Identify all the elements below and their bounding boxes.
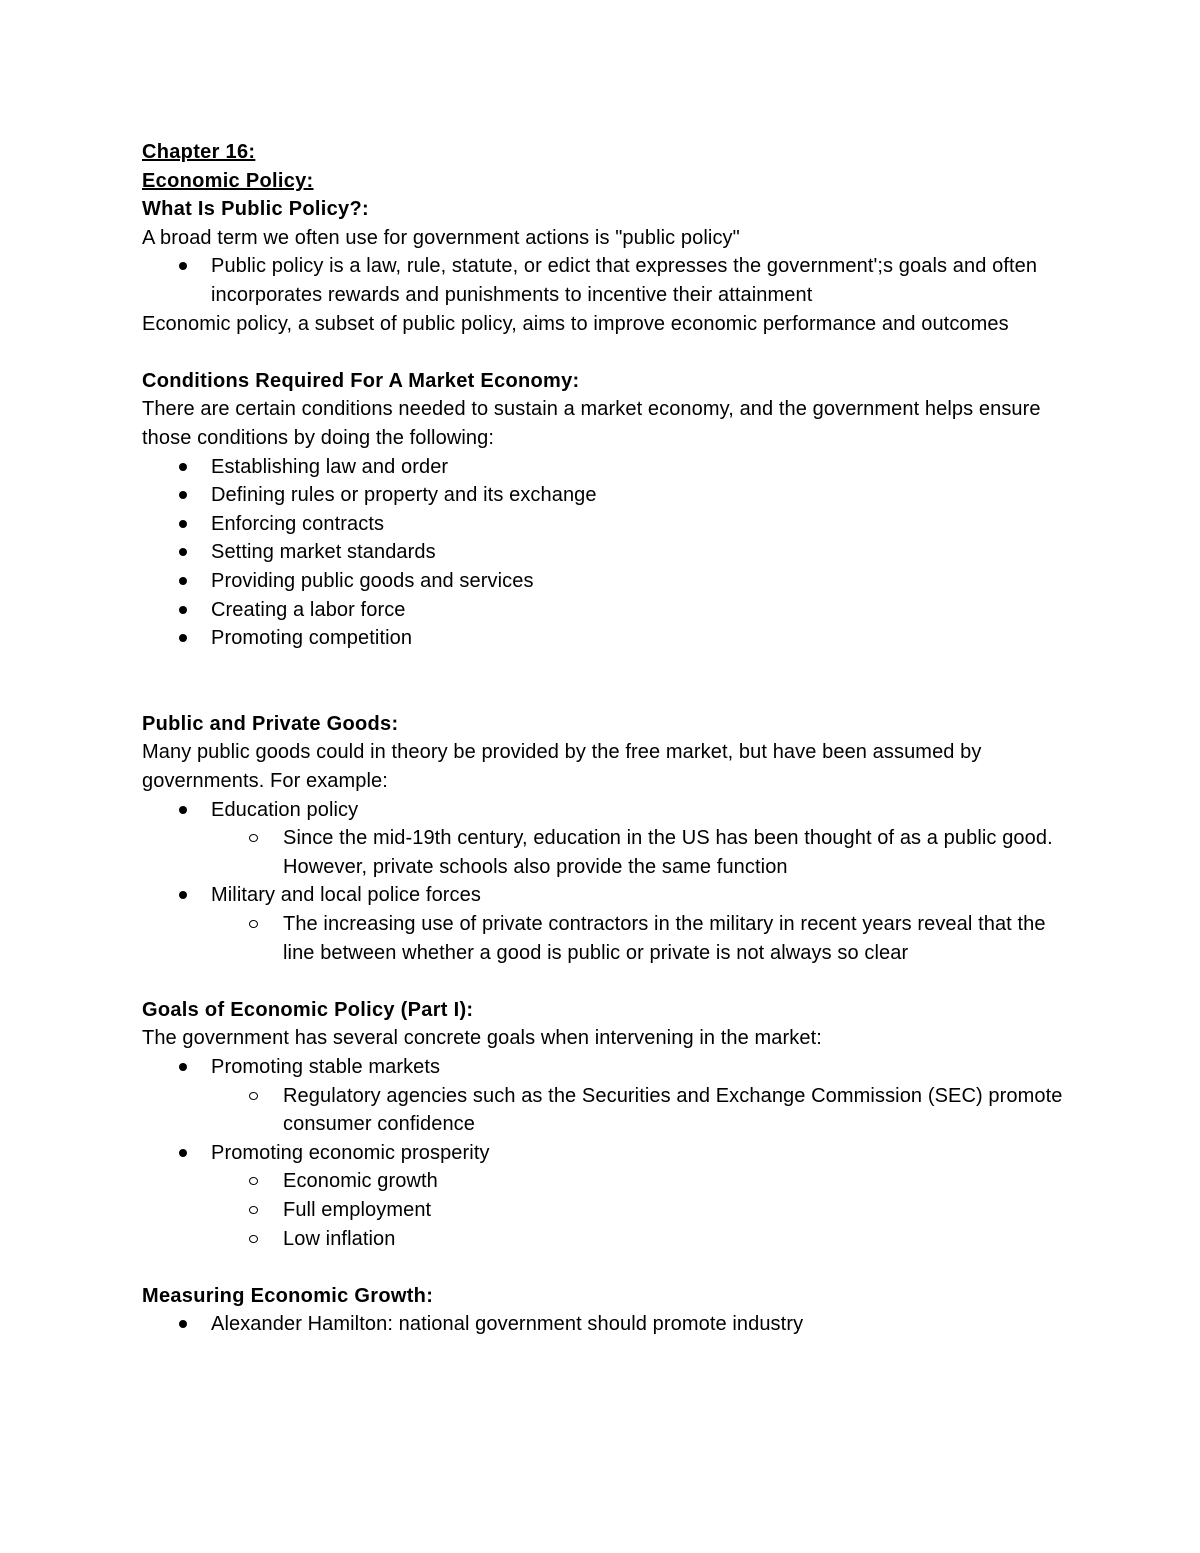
list-item-text: Establishing law and order [211, 455, 449, 478]
heading-public-private-goods: Public and Private Goods: [142, 712, 399, 735]
list-item [142, 596, 1072, 625]
list-item-text: Promoting competition [211, 627, 413, 650]
paragraph-public-goods: Many public goods could in theory be provided by the free market, but have been assumed by governments. For example: [142, 741, 982, 793]
sub-list-military [142, 910, 1072, 967]
list-item-text: Enforcing contracts [211, 512, 385, 535]
circle-bullet-icon [249, 1206, 258, 1214]
circle-bullet-icon [249, 1177, 258, 1185]
bullet-icon [179, 1063, 187, 1071]
list-item-text: Military and local police forces [211, 884, 481, 907]
bullet-list-public-policy [142, 252, 1072, 309]
sub-list-item-text: The increasing use of private contractors in the military in recent years reveal that the line between whether a good is public or private is not always so clear [283, 913, 1046, 964]
bullet-list-goals-2 [142, 1139, 1072, 1168]
sub-list-item [142, 1225, 1072, 1254]
bullet-icon [179, 1320, 187, 1328]
circle-bullet-icon [249, 920, 258, 928]
list-item-text: Providing public goods and services [211, 569, 534, 592]
paragraph-economic-policy: Economic policy, a subset of public policy, aims to improve economic performance and outcomes [142, 312, 1009, 335]
list-item-text: Defining rules or property and its exchange [211, 484, 597, 507]
paragraph-market-conditions: There are certain conditions needed to sustain a market economy, and the government helps ensure those conditions by doing the following: [142, 398, 1041, 449]
bullet-icon [179, 634, 187, 642]
paragraph-public-policy-intro: A broad term we often use for government actions is "public policy" [142, 226, 740, 249]
bullet-icon [179, 520, 187, 528]
bullet-icon [179, 491, 187, 499]
sub-list-stable-markets [142, 1082, 1072, 1139]
list-item [142, 481, 1072, 510]
bullet-list-measuring [142, 1310, 1072, 1339]
sub-list-item-text: Low inflation [283, 1227, 396, 1250]
document-page [142, 138, 1072, 1339]
list-item-text: Promoting economic prosperity [211, 1141, 490, 1164]
sub-list-item [142, 1196, 1072, 1225]
list-item [142, 1053, 1072, 1082]
bullet-list-market-conditions [142, 453, 1072, 653]
bullet-icon [179, 891, 187, 899]
sub-list-item [142, 910, 1072, 967]
list-item [142, 796, 1072, 825]
sub-list-prosperity [142, 1167, 1072, 1253]
bullet-icon [179, 806, 187, 814]
sub-list-item-text: Full employment [283, 1198, 432, 1221]
list-item-text: Education policy [211, 798, 359, 821]
heading-what-is-public-policy: What Is Public Policy?: [142, 198, 369, 221]
paragraph-goals: The government has several concrete goals when intervening in the market: [142, 1027, 822, 1050]
list-item-text: Alexander Hamilton: national government should promote industry [211, 1313, 804, 1336]
list-item [142, 510, 1072, 539]
bullet-list-public-goods-2 [142, 881, 1072, 910]
bullet-icon [179, 548, 187, 556]
bullet-icon [179, 262, 187, 270]
list-item [142, 1310, 1072, 1339]
circle-bullet-icon [249, 1092, 258, 1100]
list-item [142, 624, 1072, 653]
chapter-title: Chapter 16: [142, 141, 256, 163]
list-item-text: Setting market standards [211, 541, 436, 564]
bullet-icon [179, 1149, 187, 1157]
list-item-text: Promoting stable markets [211, 1056, 441, 1078]
sub-list-item [142, 1082, 1072, 1139]
sub-list-education [142, 824, 1072, 881]
list-item-text: Creating a labor force [211, 598, 406, 621]
heading-goals-economic-policy: Goals of Economic Policy (Part I): [142, 998, 474, 1021]
sub-list-item-text: Since the mid-19th century, education in the US has been thought of as a public good. However, private schools also provide the same function [283, 827, 1053, 878]
sub-list-item [142, 824, 1072, 881]
bullet-icon [179, 463, 187, 471]
list-item [142, 252, 1072, 309]
list-item [142, 453, 1072, 482]
list-item [142, 567, 1072, 596]
bullet-icon [179, 577, 187, 585]
sub-list-item-text: Economic growth [283, 1170, 438, 1193]
section-title: Economic Policy: [142, 169, 314, 192]
bullet-list-goals [142, 1053, 1072, 1082]
bullet-list-public-goods [142, 796, 1072, 825]
list-item [142, 538, 1072, 567]
list-item-text: Public policy is a law, rule, statute, or edict that expresses the government';s goals and often incorporates rewards and punishments to incentive their attainment [211, 255, 1038, 306]
heading-market-conditions: Conditions Required For A Market Economy: [142, 369, 580, 392]
bullet-icon [179, 606, 187, 614]
circle-bullet-icon [249, 834, 258, 842]
sub-list-item-text: Regulatory agencies such as the Securities and Exchange Commission (SEC) promote consumer confidence [283, 1084, 1063, 1136]
list-item [142, 881, 1072, 910]
circle-bullet-icon [249, 1235, 258, 1243]
heading-measuring-growth: Measuring Economic Growth: [142, 1284, 434, 1307]
list-item [142, 1139, 1072, 1168]
sub-list-item [142, 1167, 1072, 1196]
